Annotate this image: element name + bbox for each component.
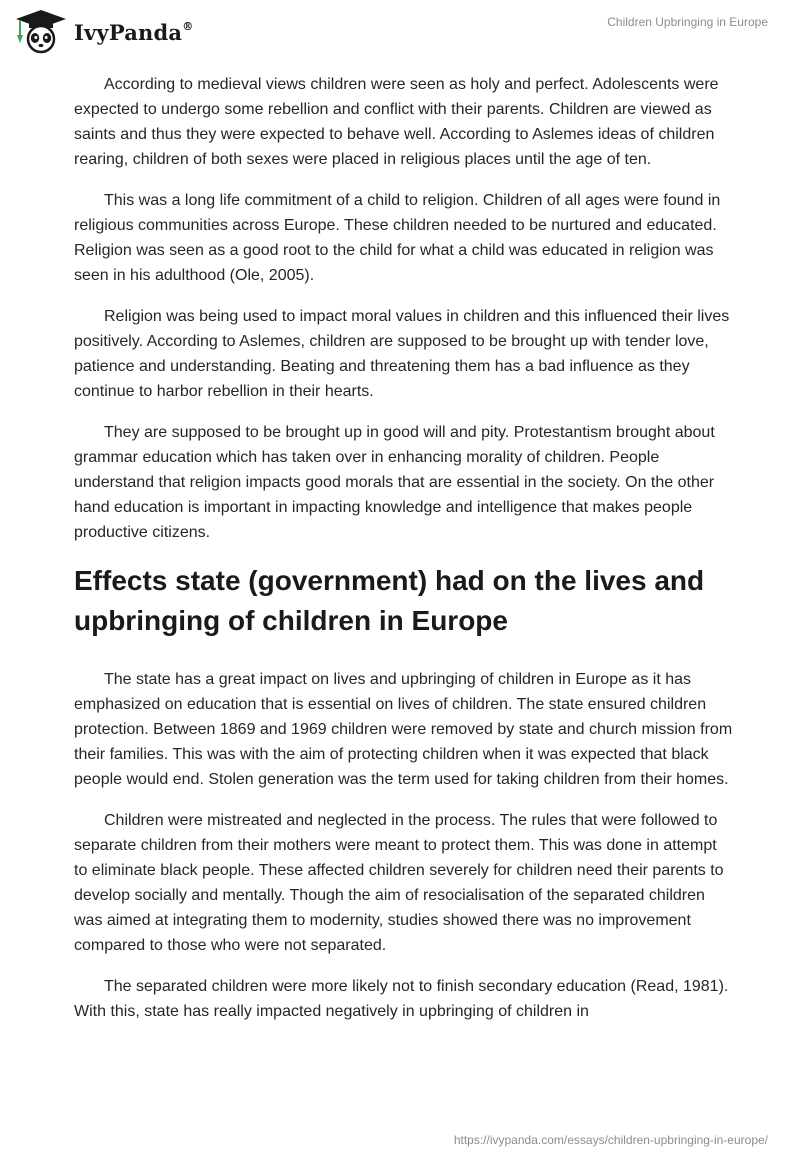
paragraph: The state has a great impact on lives and upbringing of children in Europe as it has emphasized on education that is essential on lives of children. The state ensured children protection. Between 1869 and 1969 children were removed by state and church mission from their families. This was with the aim of protecting children when it was expected that black people would end. Stolen generation was the term used for taking children from their homes. [74, 671, 733, 788]
paragraph: Religion was being used to impact moral values in children and this influenced their lives positively. According to Aslemes, children are supposed to be brought up with tender love, patience and understanding. Beating and threatening them has a bad influence as they continue to harbor rebellion in their hearts. [74, 308, 730, 400]
source-url[interactable]: https://ivypanda.com/essays/children-upbringing-in-europe/ [453, 1133, 768, 1147]
paragraph: The separated children were more likely not to finish secondary education (Read, 1981). With this, state has really impacted negatively in upbringing of children in [74, 978, 729, 1020]
essay-content [74, 72, 734, 1040]
paragraph: This was a long life commitment of a child to religion. Children of all ages were found in religious communities across Europe. These children needed to be nurtured and educated. Religion was seen as a good root to the child for what a child was educated in religion was seen in his adulthood (Ole, 2005). [74, 192, 721, 284]
panda-graduation-cap-icon [14, 8, 68, 54]
document-title: Children Upbringing in Europe [607, 15, 768, 29]
page-header [0, 0, 800, 60]
paragraph: They are supposed to be brought up in good will and pity. Protestantism brought about grammar education which has taken over in enhancing morality of children. People understand that religion impacts good morals that are essential in the society. On the other hand education is important in impacting knowledge and intelligence that makes people productive citizens. [74, 424, 715, 541]
brand-logo[interactable] [14, 8, 193, 54]
brand-name: IvyPanda® [74, 19, 194, 45]
paragraph: Children were mistreated and neglected in the process. The rules that were followed to separate children from their mothers were meant to protect them. This was done in attempt to eliminate black people. These affected children severely for children need their parents to develop socially and mentally. Though the aim of resocialisation of the separated children was aimed at integrating them to modernity, studies showed there was no improvement compared to those who were not separated. [74, 812, 724, 954]
section-heading: Effects state (government) had on the lives and upbringing of children in Europe [74, 565, 705, 636]
registered-mark: ® [182, 19, 194, 33]
paragraph: According to medieval views children were seen as holy and perfect. Adolescents were expected to undergo some rebellion and conflict with their parents. Children are viewed as saints and thus they were expected to behave well. According to Aslemes ideas of children rearing, children of both sexes were placed in religious places until the age of ten. [74, 76, 719, 168]
